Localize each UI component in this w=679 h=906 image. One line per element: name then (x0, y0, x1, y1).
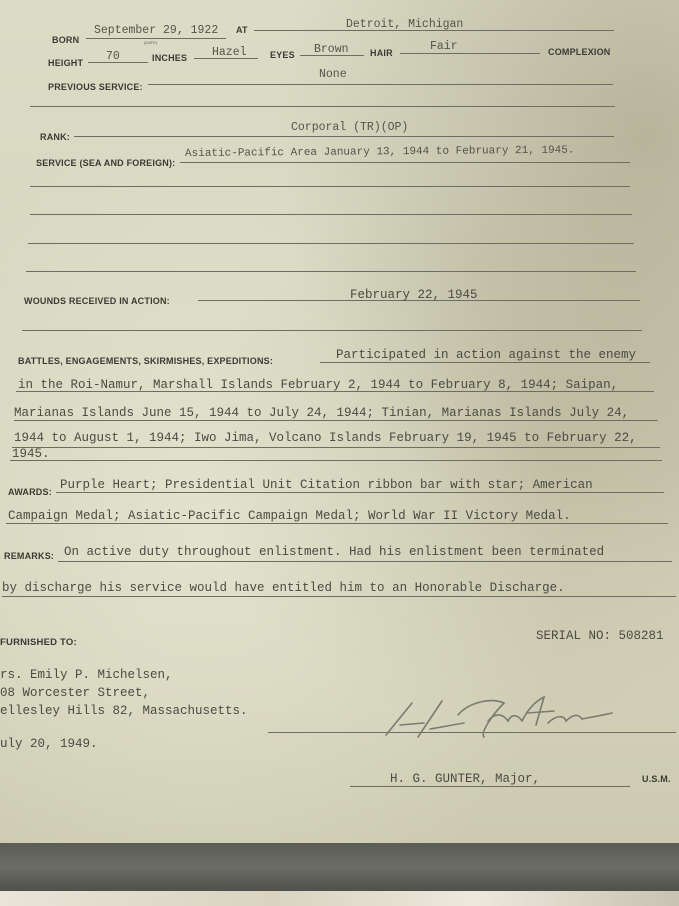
remarks-rule-2 (2, 596, 676, 597)
service-rule (180, 162, 630, 163)
battles-rule-3 (14, 420, 658, 421)
battles-line-5: 1945. (12, 447, 50, 461)
complexion-label: COMPLEXION (548, 47, 611, 57)
height-value: 70 (106, 50, 120, 63)
height-label: HEIGHT (48, 58, 84, 68)
previous-service-label: PREVIOUS SERVICE: (48, 82, 143, 92)
furnished-to-label: FURNISHED TO: (0, 637, 77, 648)
inches-label: INCHES (152, 53, 188, 63)
blank-rule-1 (30, 106, 615, 107)
date-sublabel: (DATE) (144, 40, 158, 45)
address-line-2: 08 Worcester Street, (0, 686, 151, 700)
battles-line-1: Participated in action against the enemy (336, 348, 637, 362)
previous-service-rule (148, 84, 613, 85)
previous-service-value: None (319, 68, 347, 81)
battles-rule-5 (10, 460, 662, 461)
background-strip (0, 891, 679, 906)
blank-rule-2 (30, 186, 630, 187)
at-label: AT (236, 25, 248, 35)
complexion-value: Fair (430, 40, 458, 53)
rank-rule (74, 136, 614, 137)
awards-label: AWARDS: (8, 487, 52, 497)
remarks-line-2: by discharge his service would have entitled him to an Honorable Discharge. (2, 581, 565, 595)
battles-line-2: in the Roi-Namur, Marshall Islands February 2, 1944 to February 8, 1944; Saipan, (18, 378, 619, 392)
remarks-rule-1 (58, 561, 672, 562)
awards-line-1: Purple Heart; Presidential Unit Citation ribbon bar with star; American (60, 478, 593, 492)
hair-value: Brown (314, 43, 349, 56)
battles-rule-1 (320, 362, 650, 363)
rank-label: RANK: (40, 132, 70, 142)
battles-rule-4 (12, 447, 660, 448)
hair-label: HAIR (370, 48, 393, 58)
battles-label: BATTLES, ENGAGEMENTS, SKIRMISHES, EXPEDITIONS: (18, 356, 274, 366)
rank-value: Corporal (TR)(OP) (291, 121, 409, 134)
born-rule (86, 38, 226, 39)
serial-number: SERIAL NO: 508281 (536, 629, 664, 643)
service-value: Asiatic-Pacific Area January 13, 1944 to February 21, 1945. (184, 144, 575, 160)
usm-label: U.S.M. (642, 774, 671, 784)
address-line-3: ellesley Hills 82, Massachusetts. (0, 704, 248, 718)
remarks-line-1: On active duty throughout enlistment. Had his enlistment been terminated (64, 545, 605, 559)
birthplace: Detroit, Michigan (346, 18, 464, 31)
wounds-label: WOUNDS RECEIVED IN ACTION: (24, 296, 170, 306)
awards-line-2: Campaign Medal; Asiatic-Pacific Campaign Medal; World War II Victory Medal. (8, 509, 571, 523)
blank-rule-6 (22, 330, 642, 331)
address-line-1: rs. Emily P. Michelsen, (0, 668, 173, 682)
wounds-value: February 22, 1945 (350, 288, 478, 302)
battles-line-3: Marianas Islands June 15, 1944 to July 24, 1944; Tinian, Marianas Islands July 24, (14, 406, 630, 420)
blank-rule-4 (28, 243, 634, 244)
eyes-label: EYES (270, 50, 295, 60)
service-label: SERVICE (SEA AND FOREIGN): (36, 158, 176, 168)
binder-edge (0, 843, 679, 891)
awards-rule-2 (6, 523, 668, 524)
signatory-name: H. G. GUNTER, Major, (390, 772, 541, 786)
furnished-date: uly 20, 1949. (0, 737, 98, 751)
eyes-value: Hazel (212, 46, 247, 59)
blank-rule-3 (30, 214, 632, 215)
born-label: BORN (52, 35, 80, 45)
awards-rule-1 (56, 492, 664, 493)
battles-line-4: 1944 to August 1, 1944; Iwo Jima, Volcano Islands February 19, 1945 to February 22, (14, 431, 637, 445)
blank-rule-5 (26, 271, 636, 272)
born-date: September 29, 1922 (94, 24, 219, 37)
signature-image (372, 685, 622, 745)
remarks-label: REMARKS: (4, 551, 55, 561)
complexion-rule (400, 53, 540, 54)
signatory-rule (350, 786, 630, 787)
